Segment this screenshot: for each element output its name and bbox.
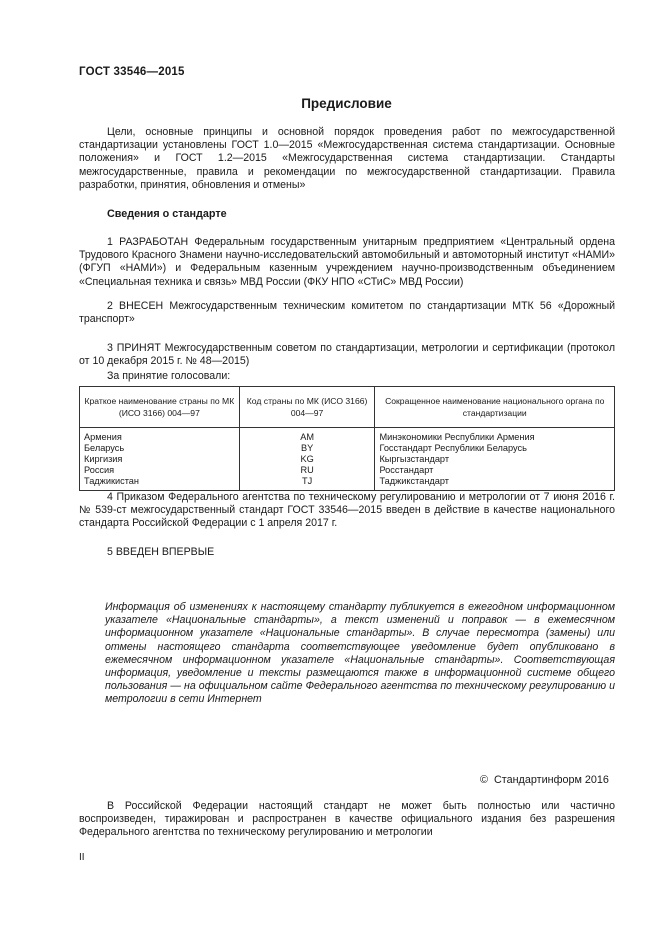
item-2-introduced: 2 ВНЕСЕН Межгосударственным техническим комитетом по стандартизации МТК 56 «Дорожный транспорт» [79, 300, 615, 326]
country-cell: Беларусь [84, 443, 125, 453]
body-cell: Таджикстандарт [379, 476, 449, 486]
header-code: Код страны по МК (ИСО 3166) 004—97 [239, 387, 375, 428]
header-country: Краткое наименование страны по МК (ИСО 3166) 004—97 [80, 387, 240, 428]
body-cell: Госстандарт Республики Беларусь [379, 443, 527, 453]
amendments-info-note: Информация об изменениях к настоящему стандарту публикуется в ежегодном информационном указателе «Национальные стандарты», а текст изменений и поправок — в ежемесячном информационном указателе «Национальные стандарты». В случае пересмотра (замены) или отмены настоящего стандарта соответствующее уведомление будет опубликовано в ежемесячном информационном указателе «Национальные стандарты». Соответствующая информация, уведомление и тексты размещаются также в информационной системе общего пользования — на официальном сайте Федерального агентства по техническому регулированию и метрологии в сети Интернет [105, 601, 615, 706]
item-1-developed: 1 РАЗРАБОТАН Федеральным государственным унитарным предприятием «Центральный ордена Трудового Красного Знамени научно-исследовательский автомобильный и автомоторный институт «НАМИ» (ФГУП «НАМИ») и Федеральным казенным учреждением научно-производственным объединением «Специальная техника и связь» МВД России (ФКУ НПО «СТиС» МВД России) [79, 236, 615, 288]
page-title-text: Предисловие [301, 96, 392, 111]
country-cell: Таджикистан [84, 476, 139, 486]
table-body-row [80, 428, 615, 491]
copyright-icon: © [480, 774, 488, 786]
table-header-row [80, 387, 615, 428]
votes-label: За принятие голосовали: [107, 370, 231, 382]
copyright-line [480, 774, 609, 786]
body-column [375, 428, 615, 491]
standard-info-heading: Сведения о стандарте [107, 208, 227, 220]
voting-countries-table [79, 386, 615, 491]
page-number: II [79, 852, 85, 863]
code-cell: BY [300, 443, 314, 453]
code-cell: AM [300, 432, 314, 442]
item-5-first-introduced: 5 ВВЕДЕН ВПЕРВЫЕ [107, 546, 215, 558]
code-cell: RU [300, 465, 314, 475]
country-cell: Киргизия [84, 454, 123, 464]
header-body: Сокращенное наименование национального органа по стандартизации [375, 387, 615, 428]
code-column [239, 428, 375, 491]
standard-code-header: ГОСТ 33546—2015 [79, 66, 185, 78]
code-cell: TJ [301, 476, 313, 486]
reproduction-notice: В Российской Федерации настоящий стандарт не может быть полностью или частично воспроизведен, тиражирован и распространен в качестве официального издания без разрешения Федерального агентства по техническому регулированию и метрологии [79, 800, 615, 839]
body-cell: Минэкономики Республики Армения [379, 432, 535, 442]
copyright-text: Стандартинформ 2016 [493, 774, 609, 786]
page-title [0, 96, 661, 111]
body-cell: Кыргызстандарт [379, 454, 450, 464]
country-cell: Армения [84, 432, 122, 442]
item-3-adopted: 3 ПРИНЯТ Межгосударственным советом по стандартизации, метрологии и сертификации (протокол от 10 декабря 2015 г. № 48—2015) [79, 342, 615, 368]
intro-paragraph: Цели, основные принципы и основной порядок проведения работ по межгосударственной стандартизации установлены ГОСТ 1.0—2015 «Межгосударственная система стандартизации. Основные положения» и ГОСТ 1.2—2015 «Межгосударственная система стандартизации. Стандарты межгосударственные, правила и рекомендации по межгосударственной стандартизации. Правила разработки, принятия, обновления и отмены» [79, 126, 615, 191]
body-cell: Росстандарт [379, 465, 434, 475]
country-column [80, 428, 240, 491]
code-cell: KG [300, 454, 314, 464]
country-cell: Россия [84, 465, 115, 475]
item-4-order: 4 Приказом Федерального агентства по техническому регулированию и метрологии от 7 июня 2016 г. № 539-ст межгосударственный стандарт ГОСТ 33546—2015 введен в действие в качестве национального стандарта Российской Федерации с 1 апреля 2017 г. [79, 491, 615, 530]
